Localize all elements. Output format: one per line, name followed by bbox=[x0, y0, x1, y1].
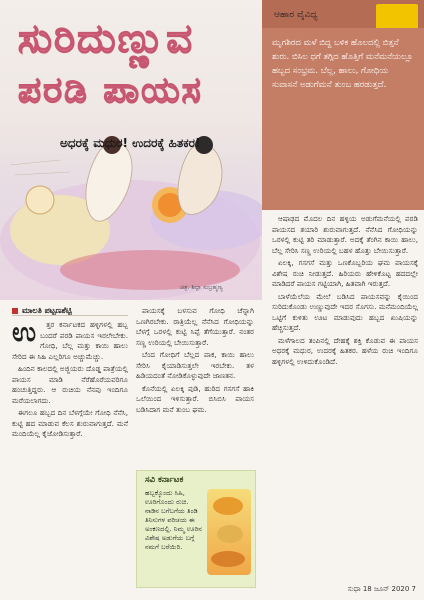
right-paragraph: ಮಳೆಗಾಲದ ತಂಪಿನಲ್ಲಿ ದೇಹಕ್ಕೆ ಶಕ್ತಿ ಕೊಡುವ ಈ ಪಾಯಸ ಅಧರಕ್ಕೆ ಮಧುರ, ಉದರಕ್ಕೆ ಹಿತಕರ. ಹಳೆಯ ರುಚಿ ಇಂದಿಗೂ ಹಳ್ಳಿಗಳಲ್ಲಿ ಉಳಿದುಕೊಂಡಿದೆ. bbox=[272, 335, 418, 366]
hero bbox=[0, 0, 262, 300]
sidebar-text: ಹಬ್ಬಕ್ಕೊಂದು ಸಿಹಿ, ಊರಿಗೊಂದು ರುಚಿ. ನಾಡಿನ ಬಗೆಬಗೆಯ ತಿಂಡಿ ತಿನಿಸುಗಳ ಪರಿಚಯ ಈ ಅಂಕಣದಲ್ಲಿ. ನಿಮ್ಮ ಊರಿನ ವಿಶೇಷ ಅಡುಗೆಯ ಬಗ್ಗೆ ನಮಗೆ ಬರೆಯಿರಿ. bbox=[145, 489, 202, 551]
right-paragraph: ಆಷಾಢದ ಮೊದಲ ದಿನ ಹಳ್ಳಿಯ ಅಡುಗೆಮನೆಯಲ್ಲಿ ಪರಡಿ ಪಾಯಸದ ತಯಾರಿ ಶುರುವಾಗುತ್ತದೆ. ನೆನೆಸಿದ ಗೋಧಿಯನ್ನು ಒರಳಲ್ಲಿ ಕುಟ್ಟಿ ತರಿ ಮಾಡುತ್ತಾರೆ. ಅದಕ್ಕೆ ತೆಂಗಿನ ಕಾಯಿ ಹಾಲು, ಬೆಲ್ಲ ಸೇರಿಸಿ ಸಣ್ಣ ಉರಿಯಲ್ಲಿ ಬಹಳ ಹೊತ್ತು ಬೇಯಿಸುತ್ತಾರೆ. bbox=[272, 214, 418, 255]
right-column bbox=[262, 0, 424, 600]
dropcap: ಉ bbox=[12, 318, 37, 348]
right-body bbox=[272, 214, 418, 369]
sidebar-box bbox=[136, 470, 256, 588]
image-credit: ಚಿತ್ರ: ಶಿಲ್ಪಾ ಸುಬ್ರಹ್ಮಣ್ಯ bbox=[180, 284, 223, 291]
column-b bbox=[136, 306, 254, 417]
col-b-paragraph: ಕೊನೆಯಲ್ಲಿ ಏಲಕ್ಕಿ ಪುಡಿ, ಹುರಿದ ಗಸಗಸೆ ಹಾಕಿ ಒಲೆಯಿಂದ ಇಳಿಸುತ್ತಾರೆ. ಬಿಸಿಬಿಸಿ ಪಾಯಸ ಬಡಿಸಿದಾಗ ಮನೆ ತುಂಬ ಘಮ. bbox=[136, 383, 254, 414]
intro-highlight bbox=[262, 28, 424, 210]
sweet-1-icon bbox=[213, 497, 243, 515]
col-b-paragraph: ಪಾಯಸಕ್ಕೆ ಬಳಸುವ ಗೋಧಿ ಚೆನ್ನಾಗಿ ಒಣಗಿರಬೇಕು. ರಾತ್ರಿಯೆಲ್ಲ ನೆನೆಸಿದ ಗೋಧಿಯನ್ನು ಬೆಳಗ್ಗೆ ಒರಳಲ್ಲಿ ಕುಟ್ಟಿ ಸಿಪ್ಪೆ ತೆಗೆಯುತ್ತಾರೆ. ನಂತರ ಸಣ್ಣ ಉರಿಯಲ್ಲಿ ಬೇಯಿಸುತ್ತಾರೆ. bbox=[136, 306, 254, 347]
subheadline: ಅಧರಕ್ಕೆ ಮಧುರ! ಉದರಕ್ಕೆ ಹಿತಕರ! bbox=[60, 136, 201, 150]
byline-divider bbox=[12, 315, 128, 316]
author-name: ಮಾಲತಿ ಪಟ್ಟಣಶೆಟ್ಟಿ bbox=[22, 306, 72, 315]
sweet-2-icon bbox=[217, 525, 243, 543]
sweets-image-icon bbox=[207, 489, 251, 575]
sidebar-title: ಸವಿ ಕರ್ನಾಟಕ bbox=[145, 475, 184, 485]
byline-square-icon bbox=[12, 308, 18, 314]
col-a-paragraph: ತ್ತರ ಕರ್ನಾಟಕದ ಹಳ್ಳಿಗಳಲ್ಲಿ ಹಬ್ಬ ಬಂದರೆ ಪರಡಿ ಪಾಯಸ ಇರಲೇಬೇಕು. ಗೋಧಿ, ಬೆಲ್ಲ ಮತ್ತು ಕಾಯಿ ಹಾಲು ಸೇರಿದ ಈ ಸಿಹಿ ಎಲ್ಲರಿಗೂ ಅಚ್ಚುಮೆಚ್ಚು. bbox=[12, 320, 128, 361]
headline-line-2: ಪರಡಿ ಪಾಯಸ bbox=[18, 70, 203, 111]
sweet-3-icon bbox=[211, 551, 245, 567]
right-paragraph: ಬಾಳೆಯೆಲೆಯ ಮೇಲೆ ಬಡಿಸಿದ ಪಾಯಸವನ್ನು ಕೈಯಿಂದ ಸುರಿದುಕೊಂಡು ಉಣ್ಣುವುದೇ ಇದರ ಸೊಗಸು. ಮನೆಮಂದಿಯೆಲ್ಲ ಒಟ್ಟಿಗೆ ಕುಳಿತು ಊಟ ಮಾಡುವುದು ಹಬ್ಬದ ಖುಷಿಯನ್ನು ಹೆಚ್ಚಿಸುತ್ತದೆ. bbox=[272, 291, 418, 332]
intro-text: ಮೃಗಶಿರದ ಮಳೆ ಬಿದ್ದ ಬಳಿಕ ಹೊಲದಲ್ಲಿ ಬಿತ್ತನೆ ಶುರು. ಬಿಸಿಲ ಧಗೆ ತಗ್ಗಿದ ಹೊತ್ತಿಗೆ ಮನೆಮನೆಯಲ್ಲೂ ಹಬ್ಬದ ಸಂಭ್ರಮ. ಬೆಲ್ಲ, ಹಾಲು, ಗೋಧಿಯ ಸುವಾಸನೆ ಅಡುಗೆಮನೆ ತುಂಬ ಹರಡುತ್ತದೆ. bbox=[272, 38, 413, 90]
col-a-paragraph: ಈಗಲೂ ಹಬ್ಬದ ದಿನ ಬೆಳಗ್ಗೆಯೇ ಗೋಧಿ ನೆನೆಸಿ, ಕುಟ್ಟಿ ಹದ ಮಾಡುವ ಕೆಲಸ ಶುರುವಾಗುತ್ತದೆ. ಮನೆ ಮಂದಿಯೆಲ್ಲ ಕೈಜೋಡಿಸುತ್ತಾರೆ. bbox=[12, 408, 128, 438]
page-footer: ಸುಧಾ 18 ಜೂನ್ 2020 7 bbox=[347, 585, 416, 593]
right-paragraph: ಏಲಕ್ಕಿ, ಗಸಗಸೆ ಮತ್ತು ಒಣಕೊಬ್ಬರಿಯ ಘಮ ಪಾಯಸಕ್ಕೆ ವಿಶೇಷ ರುಚಿ ನೀಡುತ್ತದೆ. ಹಿರಿಯರು ಹೇಳಿಕೊಟ್ಟ ಹದದಲ್ಲೇ ಮಾಡಿದರೆ ಪಾಯಸ ಗಟ್ಟಿಯಾಗಿ, ಹಿತವಾಗಿ ಇರುತ್ತದೆ. bbox=[272, 258, 418, 288]
col-a-paragraph: ಹಿಂದಿನ ಕಾಲದಲ್ಲಿ ಅಜ್ಜಿಯರು ದೊಡ್ಡ ಪಾತ್ರೆಯಲ್ಲಿ ಪಾಯಸ ಮಾಡಿ ನೆರೆಹೊರೆಯವರಿಗೂ ಹಂಚುತ್ತಿದ್ದರು. ಆ ರುಚಿಯ ನೆನಪು ಇಂದಿಗೂ ಮರೆಯಲಾಗದು. bbox=[12, 364, 128, 405]
col-b-paragraph: ಬೆಂದ ಗೋಧಿಗೆ ಬೆಲ್ಲದ ಪಾಕ, ಕಾಯಿ ಹಾಲು ಸೇರಿಸಿ ಕೈಯಾಡಿಸುತ್ತಲೇ ಇರಬೇಕು. ತಳ ಹಿಡಿಯದಂತೆ ನೋಡಿಕೊಳ್ಳುವುದೇ ಜಾಣತನ. bbox=[136, 350, 254, 380]
headline-line-1: ಸುರಿದುಣ್ಣುವ bbox=[18, 16, 195, 62]
column-a bbox=[12, 320, 128, 442]
section-tag: ಆಹಾರ ವೈವಿಧ್ಯ bbox=[274, 10, 318, 20]
headline bbox=[18, 18, 258, 110]
